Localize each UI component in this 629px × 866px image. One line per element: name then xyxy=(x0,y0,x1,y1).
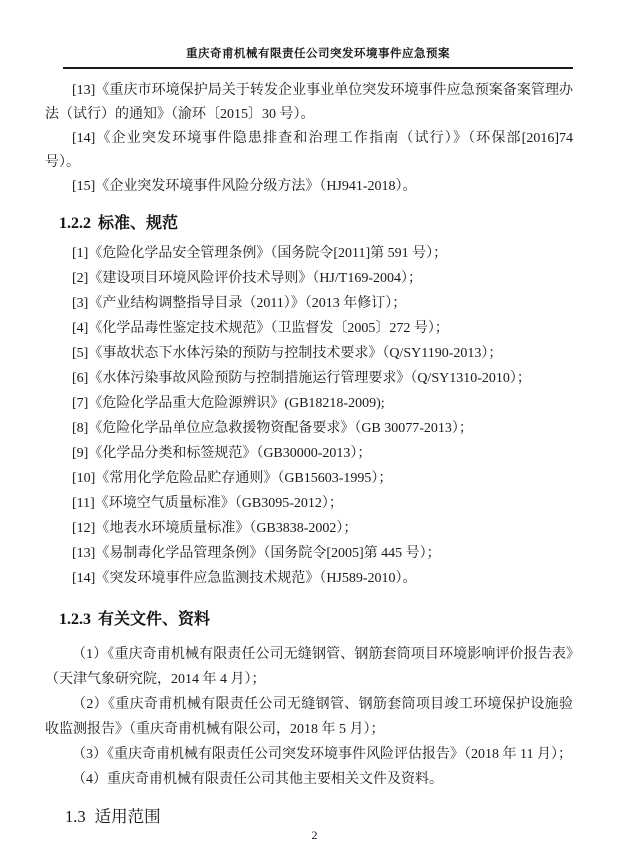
section-number: 1.2.3 xyxy=(59,611,91,628)
page-number: 2 xyxy=(311,828,318,842)
standards-item: [14]《突发环境事件应急监测技术规范》（HJ589-2010）。 xyxy=(72,571,417,586)
references-continued-section xyxy=(45,79,573,199)
section-number: 1.3 xyxy=(65,807,86,826)
standards-list xyxy=(45,241,573,591)
document-item: （4）重庆奇甫机械有限责任公司其他主要相关文件及资料。 xyxy=(72,772,443,787)
section-heading-standards xyxy=(59,212,573,235)
reference-item: [15]《企业突发环境事件风险分级方法》（HJ941-2018）。 xyxy=(72,179,417,194)
reference-item: [13]《重庆市环境保护局关于转发企业事业单位突发环境事件应急预案备案管理办法（试行）的通知》（渝环〔2015〕30 号）。 xyxy=(45,83,573,122)
standards-item: [6]《水体污染事故风险预防与控制措施运行管理要求》（Q/SY1310-2010）； xyxy=(72,371,531,386)
standards-item: [13]《易制毒化学品管理条例》（国务院令[2005]第 445 号）； xyxy=(72,546,441,561)
reference-item: [14]《企业突发环境事件隐患排查和治理工作指南（试行）》（环保部[2016]74 号）。 xyxy=(45,131,573,170)
page-footer xyxy=(0,826,629,844)
standards-item: [7]《危险化学品重大危险源辨识》(GB18218-2009); xyxy=(72,396,385,411)
standards-item: [11]《环境空气质量标准》（GB3095-2012）； xyxy=(72,496,343,511)
section-title: 有关文件、资料 xyxy=(98,611,211,628)
page-header xyxy=(63,47,573,69)
document-item: （3）《重庆奇甫机械有限责任公司突发环境事件风险评估报告》（2018 年 11 月）； xyxy=(72,747,572,762)
section-heading-documents xyxy=(59,608,573,631)
section-number: 1.2.2 xyxy=(59,215,91,232)
standards-item: [2]《建设项目环境风险评价技术导则》（HJ/T169-2004）； xyxy=(72,271,422,286)
documents-list xyxy=(45,642,573,792)
standards-item: [12]《地表水环境质量标准》（GB3838-2002）； xyxy=(72,521,358,536)
header-title: 重庆奇甫机械有限责任公司突发环境事件应急预案 xyxy=(186,48,450,60)
standards-item: [4]《化学品毒性鉴定技术规范》（卫监督发〔2005〕272 号）； xyxy=(72,321,449,336)
standards-item: [8]《危险化学品单位应急救援物资配备要求》（GB 30077-2013）； xyxy=(72,421,473,436)
standards-item: [3]《产业结构调整指导目录（2011）》（2013 年修订）； xyxy=(72,296,407,311)
standards-item: [5]《事故状态下水体污染的预防与控制技术要求》（Q/SY1190-2013）； xyxy=(72,346,503,361)
section-title: 适用范围 xyxy=(94,808,161,826)
document-item: （2）《重庆奇甫机械有限责任公司无缝钢管、钢筋套筒项目竣工环境保护设施验收监测报告》（重庆奇甫机械有限公司，2018 年 5 月）； xyxy=(45,697,573,737)
section-title: 标准、规范 xyxy=(98,215,179,232)
standards-item: [9]《化学品分类和标签规范》（GB30000-2013）； xyxy=(72,446,372,461)
standards-item: [10]《常用化学危险品贮存通则》（GB15603-1995）； xyxy=(72,471,393,486)
document-item: （1）《重庆奇甫机械有限责任公司无缝钢管、钢筋套筒项目环境影响评价报告表》（天津气象研究院，2014 年 4 月）； xyxy=(45,647,573,687)
standards-item: [1]《危险化学品安全管理条例》（国务院令[2011]第 591 号）； xyxy=(72,246,448,261)
